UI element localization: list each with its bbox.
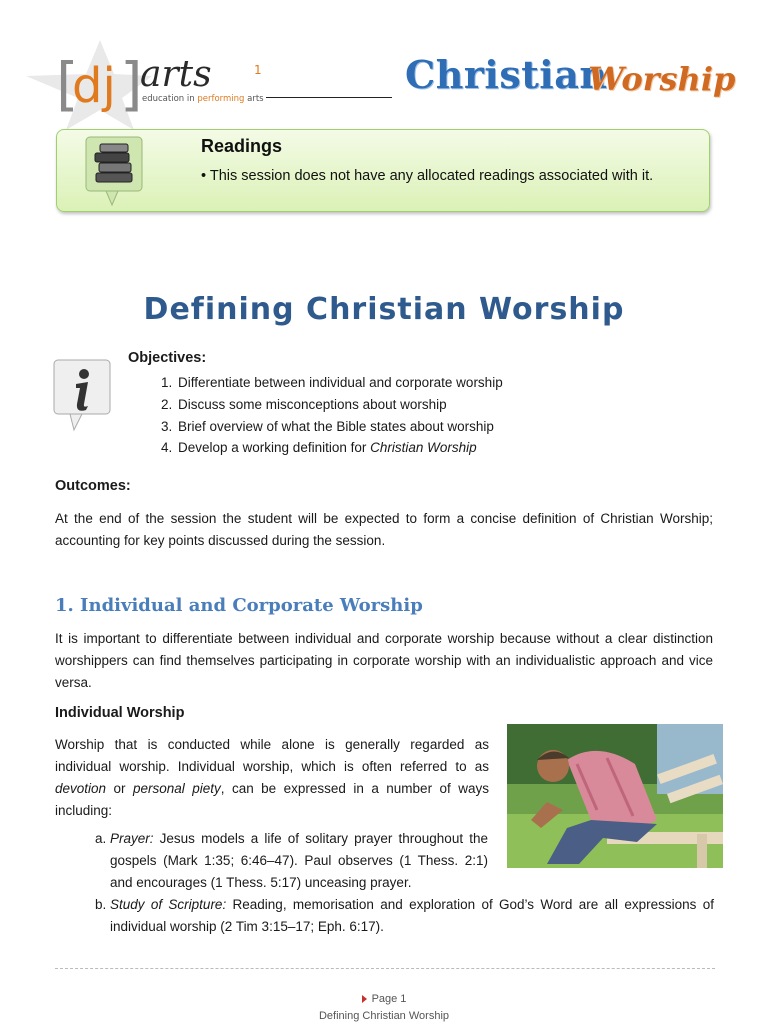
list-item: 4. Develop a working definition for Christian Worship	[176, 437, 676, 459]
readings-heading: Readings	[201, 136, 283, 156]
svg-text:[: [	[56, 50, 79, 118]
individual-worship-ways-list	[88, 828, 714, 938]
footer-page-number: Page 1	[0, 993, 768, 1005]
books-icon	[84, 135, 146, 209]
list-item: a. Prayer: Jesus models a life of solitary prayer throughout the gospels (Mark 1:35; 6:46–47). Paul observes (1 Thess. 2:1) and encourages (1 Thess. 5:17) unceasing prayer.	[110, 828, 488, 894]
header-title-worship: Worship	[588, 60, 736, 98]
section-heading: 1. Individual and Corporate Worship	[55, 595, 423, 616]
outcomes-heading: Outcomes:	[55, 478, 131, 494]
list-item: 3. Brief overview of what the Bible states about worship	[176, 416, 676, 438]
logo-dj: dj	[72, 58, 116, 114]
readings-text: • This session does not have any allocated readings associated with it.	[201, 168, 654, 184]
svg-text:]: ]	[120, 50, 143, 118]
logo-arts: arts	[140, 54, 212, 95]
list-item: 2. Discuss some misconceptions about worship	[176, 394, 676, 416]
info-icon	[52, 358, 114, 434]
page-title: Defining Christian Worship	[143, 292, 625, 327]
footer-title: Defining Christian Worship	[318, 1010, 450, 1022]
list-item: b. Study of Scripture: Reading, memorisation and exploration of God’s Word are all expressions of individual worship (2 Tim 3:15–17; Eph. 6:17).	[110, 894, 714, 938]
footer-divider	[55, 968, 715, 969]
objectives-list	[150, 372, 676, 459]
objectives-heading: Objectives:	[128, 350, 207, 366]
page-arrow-icon	[362, 995, 367, 1003]
section-text: It is important to differentiate between individual and corporate worship because without a clear distinction worshippers can find themselves participating in corporate worship with an individualistic approach and vice versa.	[55, 631, 713, 690]
individual-worship-text: Worship that is conducted while alone is generally regarded as individual worship. Individual worship, which is often referred to as devotion or personal piety, can be expressed in a number of ways including:	[55, 737, 489, 818]
header-title-christian: Christian	[405, 52, 608, 97]
star-icon	[22, 34, 272, 130]
logo-tagline: education in performing arts	[142, 94, 264, 104]
logo-superscript: 1	[254, 63, 262, 77]
outcomes-text: At the end of the session the student will be expected to form a concise definition of Christian Worship; accounting for key points discussed during the session.	[55, 511, 713, 548]
header-rule	[266, 97, 392, 98]
subheading-individual-worship: Individual Worship	[55, 705, 185, 721]
list-item: 1. Differentiate between individual and corporate worship	[176, 372, 676, 394]
djarts-logo	[22, 34, 272, 130]
